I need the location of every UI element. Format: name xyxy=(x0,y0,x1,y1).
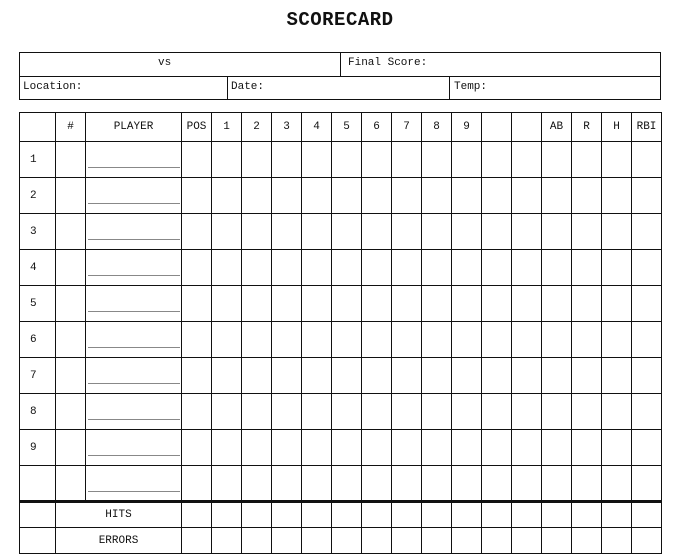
score-cell[interactable] xyxy=(422,430,452,466)
score-cell[interactable] xyxy=(242,250,272,286)
player-name-cell[interactable] xyxy=(86,214,182,250)
page-title: SCORECARD xyxy=(286,9,394,31)
summary-cell[interactable] xyxy=(482,528,512,554)
summary-cell[interactable] xyxy=(392,528,422,554)
score-cell[interactable] xyxy=(422,178,452,214)
score-cell[interactable] xyxy=(422,466,452,502)
summary-cell[interactable] xyxy=(302,528,332,554)
player-name-cell[interactable] xyxy=(86,466,182,502)
score-cell[interactable] xyxy=(392,322,422,358)
score-cell[interactable] xyxy=(602,430,632,466)
score-cell[interactable] xyxy=(302,430,332,466)
score-cell[interactable] xyxy=(182,394,212,430)
summary-cell[interactable] xyxy=(182,528,212,554)
row-number: 3 xyxy=(20,214,56,250)
score-cell[interactable] xyxy=(302,394,332,430)
inning-header xyxy=(482,113,512,142)
summary-cell[interactable] xyxy=(542,528,572,554)
score-cell[interactable] xyxy=(242,178,272,214)
table-row xyxy=(20,322,662,358)
score-cell[interactable] xyxy=(272,358,302,394)
score-cell[interactable] xyxy=(392,394,422,430)
summary-cell[interactable] xyxy=(572,502,602,528)
score-cell[interactable] xyxy=(602,466,632,502)
table-row xyxy=(20,358,662,394)
score-cell[interactable] xyxy=(302,214,332,250)
info-divider xyxy=(20,76,660,77)
score-cell[interactable] xyxy=(452,322,482,358)
player-header: PLAYER xyxy=(86,113,182,142)
summary-label: ERRORS xyxy=(56,528,182,554)
score-cell[interactable] xyxy=(482,430,512,466)
header-row xyxy=(20,113,662,142)
score-cell[interactable] xyxy=(362,178,392,214)
summary-cell[interactable] xyxy=(302,502,332,528)
jersey-number-cell[interactable] xyxy=(56,358,86,394)
score-cell[interactable] xyxy=(512,322,542,358)
summary-cell[interactable] xyxy=(632,528,662,554)
player-name-cell[interactable] xyxy=(86,430,182,466)
score-cell[interactable] xyxy=(602,250,632,286)
score-cell[interactable] xyxy=(542,142,572,178)
inning-header: 7 xyxy=(392,113,422,142)
score-cell[interactable] xyxy=(422,142,452,178)
score-cell[interactable] xyxy=(422,322,452,358)
player-name-line xyxy=(88,383,180,384)
score-cell[interactable] xyxy=(302,322,332,358)
score-cell[interactable] xyxy=(182,214,212,250)
score-cell[interactable] xyxy=(542,466,572,502)
score-cell[interactable] xyxy=(512,358,542,394)
score-cell[interactable] xyxy=(572,430,602,466)
table-row xyxy=(20,214,662,250)
score-cell[interactable] xyxy=(182,358,212,394)
game-info-box xyxy=(19,52,661,100)
score-cell[interactable] xyxy=(542,250,572,286)
player-name-line xyxy=(88,275,180,276)
table-row xyxy=(20,178,662,214)
inning-header: 9 xyxy=(452,113,482,142)
score-cell[interactable] xyxy=(182,250,212,286)
score-cell[interactable] xyxy=(482,142,512,178)
score-cell[interactable] xyxy=(572,214,602,250)
score-cell[interactable] xyxy=(212,466,242,502)
row-number: 7 xyxy=(20,358,56,394)
index-header xyxy=(20,113,56,142)
score-cell[interactable] xyxy=(332,250,362,286)
score-cell[interactable] xyxy=(182,430,212,466)
score-cell[interactable] xyxy=(632,286,662,322)
score-cell[interactable] xyxy=(632,394,662,430)
inning-header: 8 xyxy=(422,113,452,142)
score-cell[interactable] xyxy=(242,394,272,430)
score-cell[interactable] xyxy=(332,466,362,502)
score-cell[interactable] xyxy=(362,358,392,394)
score-cell[interactable] xyxy=(452,214,482,250)
score-cell[interactable] xyxy=(512,250,542,286)
score-cell[interactable] xyxy=(332,430,362,466)
score-cell[interactable] xyxy=(512,142,542,178)
score-cell[interactable] xyxy=(242,142,272,178)
player-name-line xyxy=(88,203,180,204)
summary-cell[interactable] xyxy=(572,528,602,554)
score-cell[interactable] xyxy=(212,322,242,358)
score-cell[interactable] xyxy=(602,286,632,322)
score-cell[interactable] xyxy=(572,322,602,358)
summary-cell[interactable] xyxy=(482,502,512,528)
score-cell[interactable] xyxy=(452,466,482,502)
score-cell[interactable] xyxy=(362,214,392,250)
score-cell[interactable] xyxy=(572,394,602,430)
score-cell[interactable] xyxy=(362,250,392,286)
number-header: # xyxy=(56,113,86,142)
score-cell[interactable] xyxy=(482,358,512,394)
jersey-number-cell[interactable] xyxy=(56,250,86,286)
summary-row xyxy=(20,528,662,554)
table-row xyxy=(20,286,662,322)
score-cell[interactable] xyxy=(242,286,272,322)
score-cell[interactable] xyxy=(362,466,392,502)
info-divider xyxy=(340,53,341,76)
score-cell[interactable] xyxy=(182,286,212,322)
player-name-line xyxy=(88,311,180,312)
jersey-number-cell[interactable] xyxy=(56,430,86,466)
score-cell[interactable] xyxy=(332,322,362,358)
score-cell[interactable] xyxy=(572,286,602,322)
jersey-number-cell[interactable] xyxy=(56,142,86,178)
inning-header: 2 xyxy=(242,113,272,142)
score-cell[interactable] xyxy=(332,214,362,250)
summary-cell[interactable] xyxy=(242,528,272,554)
score-cell[interactable] xyxy=(242,358,272,394)
final-score-field[interactable]: Final Score: xyxy=(348,57,428,69)
score-cell[interactable] xyxy=(632,250,662,286)
summary-cell[interactable] xyxy=(422,502,452,528)
jersey-number-cell[interactable] xyxy=(56,466,86,502)
score-cell[interactable] xyxy=(272,214,302,250)
player-name-line xyxy=(88,239,180,240)
player-name-line xyxy=(88,491,180,492)
score-cell[interactable] xyxy=(512,394,542,430)
summary-cell[interactable] xyxy=(452,528,482,554)
summary-cell[interactable] xyxy=(362,528,392,554)
temp-field[interactable]: Temp: xyxy=(454,81,488,93)
summary-cell[interactable] xyxy=(512,528,542,554)
player-name-line xyxy=(88,347,180,348)
summary-cell[interactable] xyxy=(182,502,212,528)
score-cell[interactable] xyxy=(362,394,392,430)
player-name-cell[interactable] xyxy=(86,394,182,430)
jersey-number-cell[interactable] xyxy=(56,178,86,214)
summary-cell[interactable] xyxy=(362,502,392,528)
score-cell[interactable] xyxy=(512,178,542,214)
r-header: R xyxy=(572,113,602,142)
score-cell[interactable] xyxy=(542,358,572,394)
score-cell[interactable] xyxy=(302,466,332,502)
ab-header: AB xyxy=(542,113,572,142)
score-cell[interactable] xyxy=(302,358,332,394)
row-number: 8 xyxy=(20,394,56,430)
score-cell[interactable] xyxy=(572,358,602,394)
inning-header xyxy=(512,113,542,142)
score-cell[interactable] xyxy=(212,250,242,286)
score-cell[interactable] xyxy=(212,430,242,466)
score-cell[interactable] xyxy=(512,286,542,322)
player-name-cell[interactable] xyxy=(86,178,182,214)
score-cell[interactable] xyxy=(632,142,662,178)
score-cell[interactable] xyxy=(632,430,662,466)
jersey-number-cell[interactable] xyxy=(56,322,86,358)
score-cell[interactable] xyxy=(632,214,662,250)
score-cell[interactable] xyxy=(392,286,422,322)
jersey-number-cell[interactable] xyxy=(56,394,86,430)
score-cell[interactable] xyxy=(452,430,482,466)
player-name-cell[interactable] xyxy=(86,286,182,322)
summary-blank-cell xyxy=(20,528,56,554)
score-cell[interactable] xyxy=(392,178,422,214)
date-field[interactable]: Date: xyxy=(231,81,265,93)
score-cell[interactable] xyxy=(272,142,302,178)
score-cell[interactable] xyxy=(212,214,242,250)
summary-row xyxy=(20,502,662,528)
score-cell[interactable] xyxy=(242,466,272,502)
player-name-cell[interactable] xyxy=(86,358,182,394)
score-cell[interactable] xyxy=(572,250,602,286)
score-cell[interactable] xyxy=(452,142,482,178)
score-cell[interactable] xyxy=(482,322,512,358)
score-cell[interactable] xyxy=(302,250,332,286)
score-cell[interactable] xyxy=(482,178,512,214)
score-cell[interactable] xyxy=(272,466,302,502)
score-cell[interactable] xyxy=(242,430,272,466)
score-cell[interactable] xyxy=(332,142,362,178)
summary-cell[interactable] xyxy=(212,502,242,528)
summary-cell[interactable] xyxy=(422,528,452,554)
score-cell[interactable] xyxy=(212,358,242,394)
inning-header: 1 xyxy=(212,113,242,142)
inning-header: 6 xyxy=(362,113,392,142)
score-cell[interactable] xyxy=(632,178,662,214)
score-cell[interactable] xyxy=(212,142,242,178)
score-cell[interactable] xyxy=(452,286,482,322)
score-cell[interactable] xyxy=(272,250,302,286)
score-cell[interactable] xyxy=(632,322,662,358)
score-cell[interactable] xyxy=(572,466,602,502)
score-cell[interactable] xyxy=(422,394,452,430)
score-cell[interactable] xyxy=(332,178,362,214)
summary-cell[interactable] xyxy=(272,502,302,528)
inning-header: 3 xyxy=(272,113,302,142)
row-number xyxy=(20,466,56,502)
row-number: 6 xyxy=(20,322,56,358)
score-cell[interactable] xyxy=(572,178,602,214)
inning-header: 5 xyxy=(332,113,362,142)
score-cell[interactable] xyxy=(572,142,602,178)
score-cell[interactable] xyxy=(542,214,572,250)
score-cell[interactable] xyxy=(182,466,212,502)
rbi-header: RBI xyxy=(632,113,662,142)
pos-header: POS xyxy=(182,113,212,142)
score-cell[interactable] xyxy=(182,178,212,214)
score-cell[interactable] xyxy=(182,322,212,358)
player-name-cell[interactable] xyxy=(86,322,182,358)
score-cell[interactable] xyxy=(422,358,452,394)
score-cell[interactable] xyxy=(482,394,512,430)
info-divider xyxy=(449,76,450,99)
h-header: H xyxy=(602,113,632,142)
score-cell[interactable] xyxy=(272,178,302,214)
score-cell[interactable] xyxy=(512,430,542,466)
score-cell[interactable] xyxy=(392,430,422,466)
vs-field[interactable]: vs xyxy=(158,57,172,69)
score-cell[interactable] xyxy=(602,322,632,358)
score-cell[interactable] xyxy=(542,178,572,214)
row-number: 9 xyxy=(20,430,56,466)
score-cell[interactable] xyxy=(302,142,332,178)
summary-cell[interactable] xyxy=(602,528,632,554)
jersey-number-cell[interactable] xyxy=(56,214,86,250)
summary-cell[interactable] xyxy=(212,528,242,554)
score-cell[interactable] xyxy=(452,394,482,430)
score-cell[interactable] xyxy=(482,286,512,322)
score-cell[interactable] xyxy=(392,358,422,394)
summary-blank-cell xyxy=(20,502,56,528)
score-cell[interactable] xyxy=(392,214,422,250)
score-cell[interactable] xyxy=(212,394,242,430)
table-row xyxy=(20,142,662,178)
score-cell[interactable] xyxy=(602,358,632,394)
score-cell[interactable] xyxy=(422,286,452,322)
score-cell[interactable] xyxy=(452,358,482,394)
row-number: 1 xyxy=(20,142,56,178)
table-row xyxy=(20,430,662,466)
location-field[interactable]: Location: xyxy=(23,81,83,93)
score-cell[interactable] xyxy=(332,358,362,394)
player-name-line xyxy=(88,419,180,420)
score-cell[interactable] xyxy=(272,322,302,358)
score-cell[interactable] xyxy=(302,178,332,214)
player-name-line xyxy=(88,455,180,456)
score-cell[interactable] xyxy=(362,142,392,178)
score-cell[interactable] xyxy=(212,286,242,322)
score-cell[interactable] xyxy=(332,394,362,430)
score-cell[interactable] xyxy=(542,394,572,430)
score-cell[interactable] xyxy=(242,322,272,358)
score-cell[interactable] xyxy=(602,178,632,214)
summary-cell[interactable] xyxy=(242,502,272,528)
score-cell[interactable] xyxy=(512,466,542,502)
info-divider xyxy=(227,76,228,99)
score-cell[interactable] xyxy=(242,214,272,250)
score-cell[interactable] xyxy=(212,178,242,214)
score-cell[interactable] xyxy=(602,214,632,250)
score-cell[interactable] xyxy=(362,430,392,466)
row-number: 4 xyxy=(20,250,56,286)
score-cell[interactable] xyxy=(272,430,302,466)
player-name-cell[interactable] xyxy=(86,250,182,286)
summary-label: HITS xyxy=(56,502,182,528)
score-cell[interactable] xyxy=(482,214,512,250)
score-cell[interactable] xyxy=(422,250,452,286)
score-cell[interactable] xyxy=(602,394,632,430)
player-name-cell[interactable] xyxy=(86,142,182,178)
score-cell[interactable] xyxy=(362,286,392,322)
summary-cell[interactable] xyxy=(632,502,662,528)
score-cell[interactable] xyxy=(182,142,212,178)
summary-cell[interactable] xyxy=(392,502,422,528)
summary-cell[interactable] xyxy=(542,502,572,528)
summary-cell[interactable] xyxy=(332,528,362,554)
summary-cell[interactable] xyxy=(332,502,362,528)
summary-cell[interactable] xyxy=(272,528,302,554)
table-row xyxy=(20,250,662,286)
score-cell[interactable] xyxy=(542,430,572,466)
score-cell[interactable] xyxy=(602,142,632,178)
score-cell[interactable] xyxy=(452,250,482,286)
row-number: 5 xyxy=(20,286,56,322)
score-cell[interactable] xyxy=(332,286,362,322)
jersey-number-cell[interactable] xyxy=(56,286,86,322)
player-name-line xyxy=(88,167,180,168)
table-row xyxy=(20,466,662,502)
score-cell[interactable] xyxy=(272,394,302,430)
summary-cell[interactable] xyxy=(512,502,542,528)
inning-header: 4 xyxy=(302,113,332,142)
score-cell[interactable] xyxy=(362,322,392,358)
score-cell[interactable] xyxy=(512,214,542,250)
score-cell[interactable] xyxy=(482,250,512,286)
scorecard-table xyxy=(19,112,662,554)
summary-cell[interactable] xyxy=(452,502,482,528)
score-cell[interactable] xyxy=(632,466,662,502)
score-cell[interactable] xyxy=(392,466,422,502)
summary-cell[interactable] xyxy=(602,502,632,528)
score-cell[interactable] xyxy=(302,286,332,322)
score-cell[interactable] xyxy=(392,250,422,286)
score-cell[interactable] xyxy=(542,286,572,322)
score-cell[interactable] xyxy=(422,214,452,250)
score-cell[interactable] xyxy=(542,322,572,358)
score-cell[interactable] xyxy=(272,286,302,322)
table-row xyxy=(20,394,662,430)
row-number: 2 xyxy=(20,178,56,214)
score-cell[interactable] xyxy=(482,466,512,502)
score-cell[interactable] xyxy=(632,358,662,394)
score-cell[interactable] xyxy=(452,178,482,214)
score-cell[interactable] xyxy=(392,142,422,178)
